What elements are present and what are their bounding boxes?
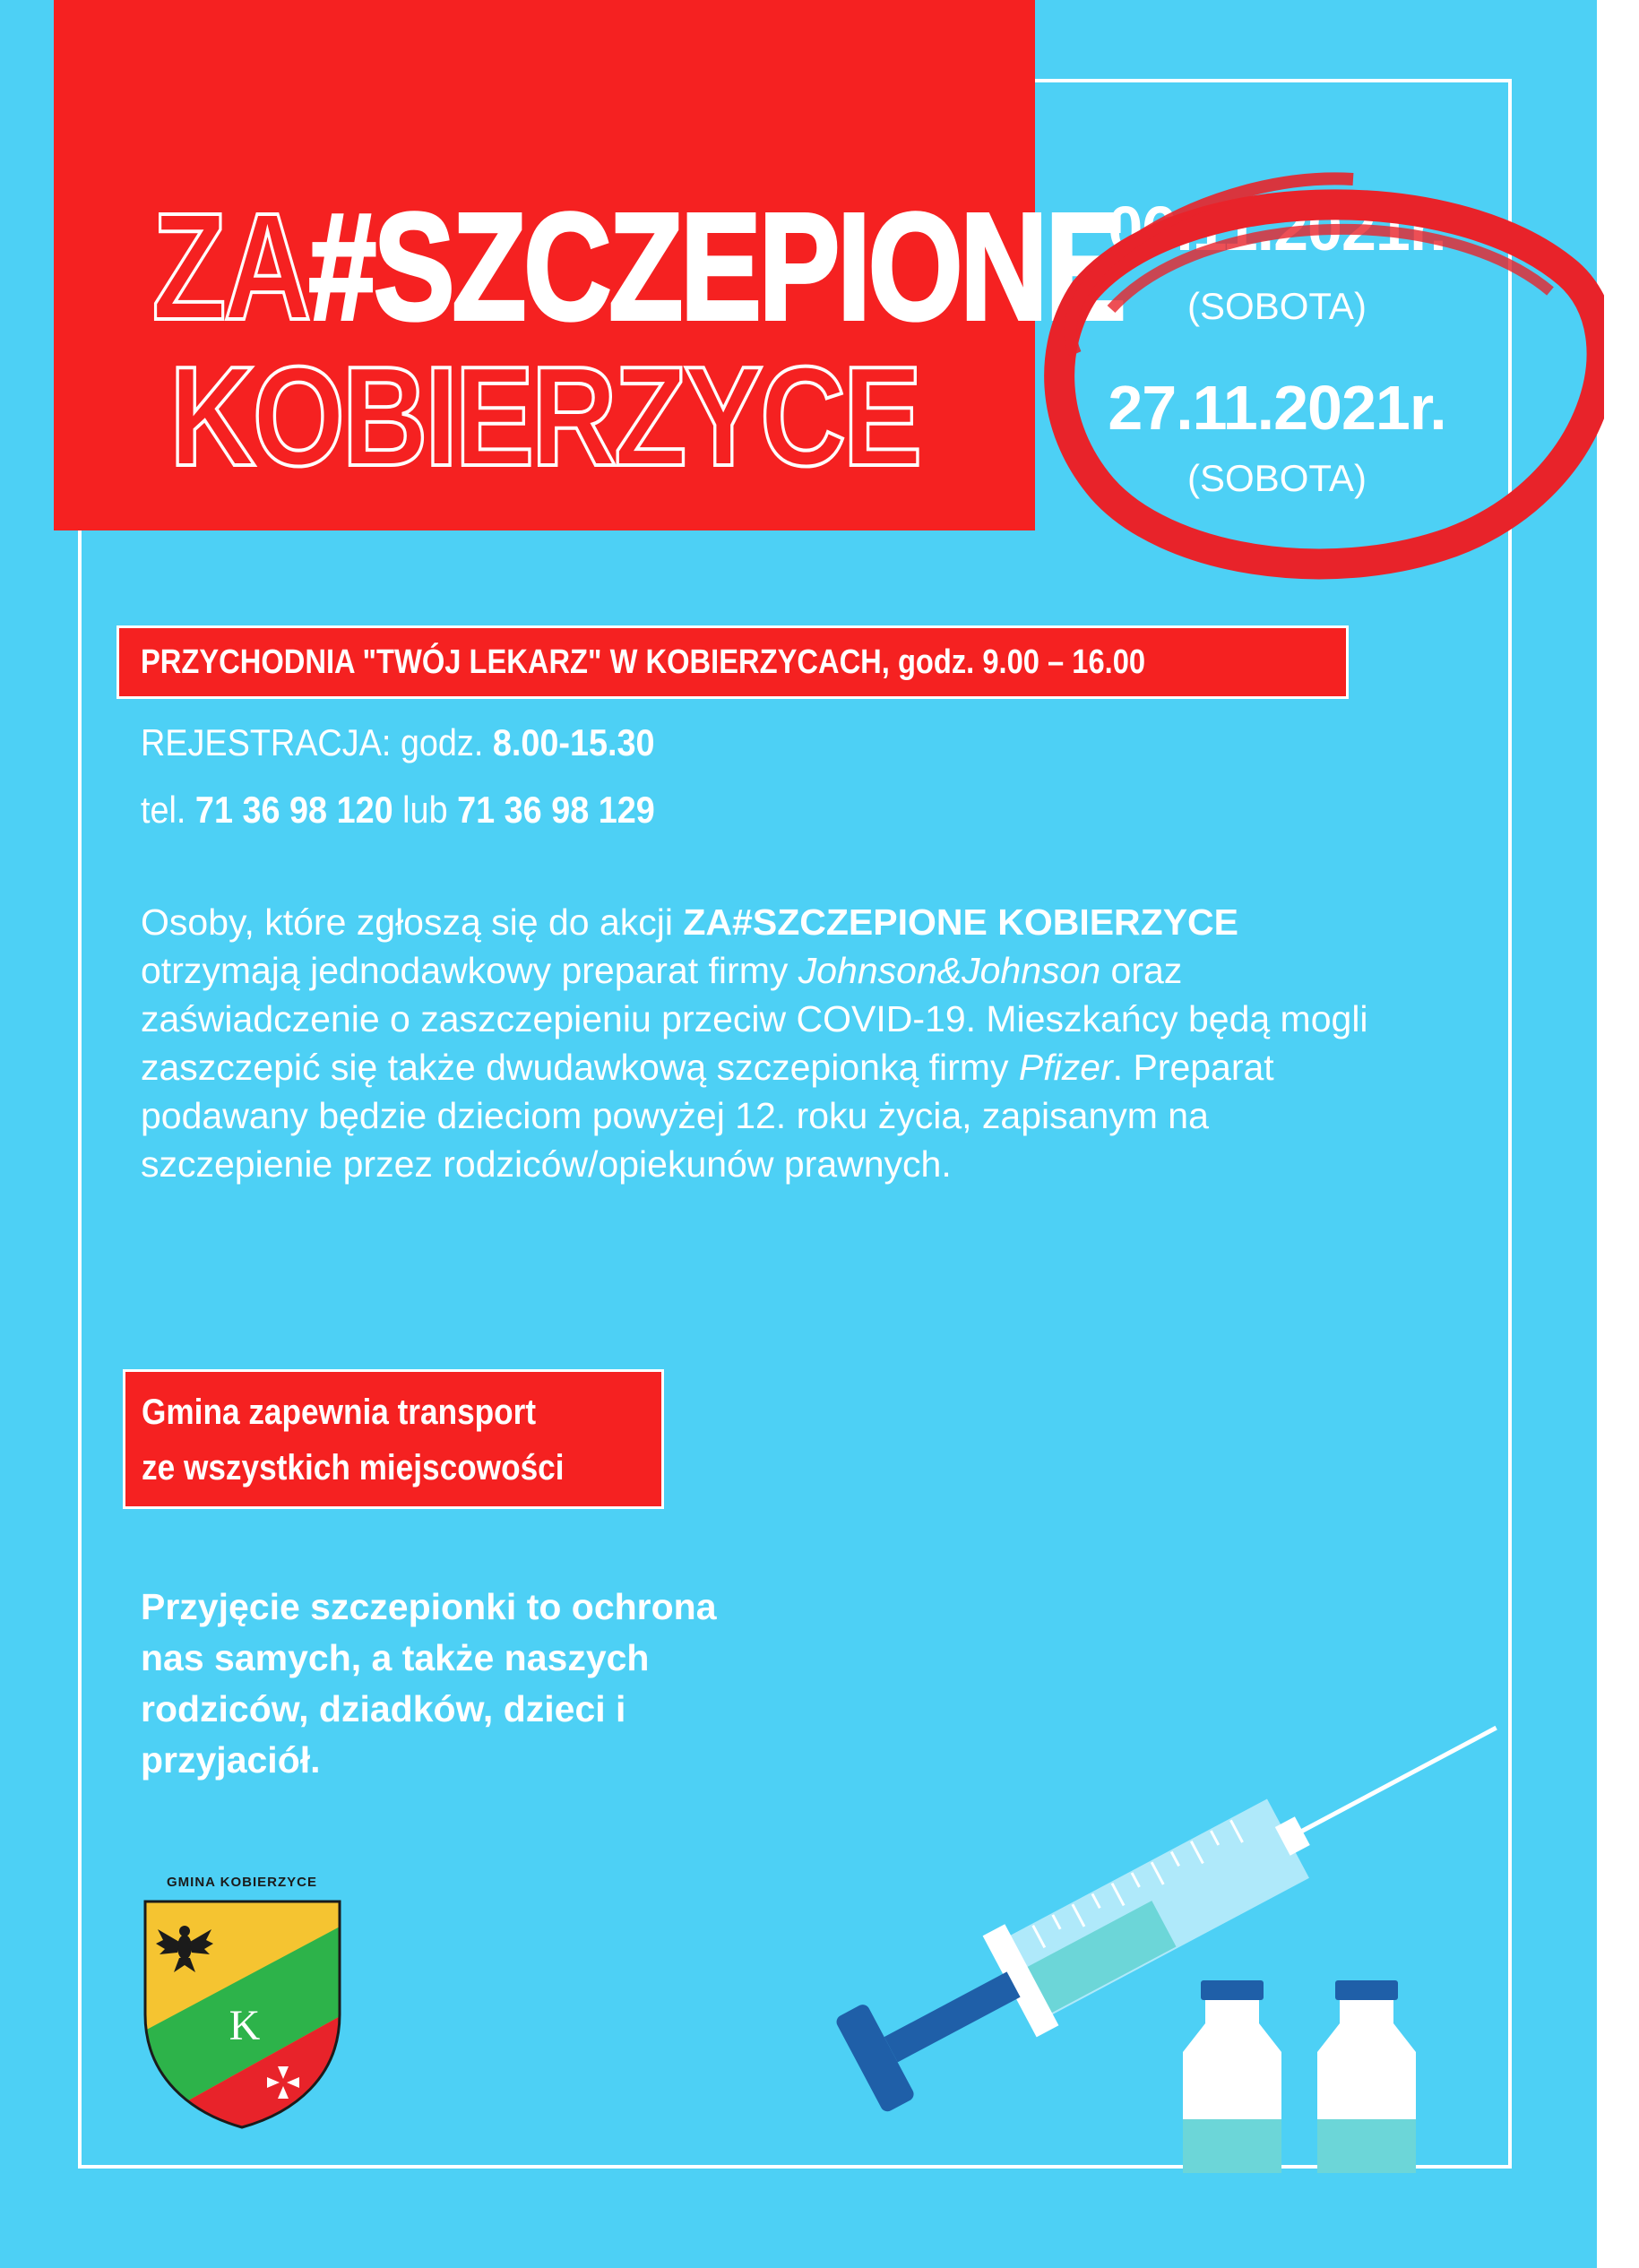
- title-hashtag: #SZCZEPIONE: [308, 182, 1124, 352]
- body-text-start: Osoby, które zgłoszą się do akcji: [141, 901, 684, 943]
- transport-line-1: Gmina zapewnia transport: [142, 1393, 537, 1432]
- body-text-p2: . Preparat podawany będzie dzieciom powyżej 12. roku życia, zapisanym na szczepienie przez rodziców/opiekunów prawnych.: [141, 1047, 1274, 1185]
- registration-label: REJESTRACJA: godz.: [141, 721, 493, 763]
- registration-hours: 8.00-15.30: [492, 721, 655, 763]
- transport-line-2: ze wszystkich miejscowości: [142, 1448, 565, 1488]
- coat-of-arms-icon: [142, 1898, 343, 2131]
- transport-banner: [123, 1369, 664, 1509]
- brand-pfizer: Pfizer: [1018, 1047, 1113, 1088]
- date-1-day: (SOBOTA): [1187, 285, 1367, 327]
- vials: [1174, 1971, 1470, 2177]
- closing-text: Przyjęcie szczepionki to ochrona nas samych, a także naszych rodziców, dziadków, dzieci i przyjaciół.: [141, 1586, 717, 1781]
- logo-letter: K: [229, 2002, 261, 2049]
- title-box: [54, 0, 1124, 530]
- red-circle-mark-icon: [1031, 166, 1604, 614]
- date-2: 27.11.2021r.: [1108, 373, 1446, 443]
- body-text-mid: otrzymają jednodawkowy preparat firmy: [141, 950, 798, 991]
- vial-icon: [1183, 1980, 1281, 2173]
- phone-label: tel.: [141, 789, 195, 831]
- date-2-day: (SOBOTA): [1187, 457, 1367, 499]
- date-1: 06.11.2021r.: [1108, 194, 1446, 263]
- title-line-2: KOBIERZYCE: [169, 338, 919, 496]
- title-prefix: ZA: [151, 182, 309, 352]
- title-line-1: [151, 179, 1124, 355]
- body-paragraph: [141, 898, 1395, 1188]
- logo-label: GMINA KOBIERZYCE: [167, 1875, 317, 1890]
- clinic-banner: [116, 625, 1349, 699]
- registration-line: [141, 721, 655, 764]
- phone-number-1: 71 36 98 120: [194, 789, 393, 831]
- phone-or: lub: [392, 789, 458, 831]
- clinic-banner-text: PRZYCHODNIA "TWÓJ LEKARZ" W KOBIERZYCACH, godz. 9.00 – 16.00: [141, 643, 1146, 681]
- vial-icon: [1317, 1980, 1416, 2173]
- campaign-name: ZA#SZCZEPIONE KOBIERZYCE: [683, 901, 1239, 943]
- body-text-end: oraz zaświadczenie o zaszczepieniu przeciw COVID-19. Mieszkańcy będą mogli zaszczepić się także dwudawkową szczepionką firmy: [141, 950, 1368, 1088]
- phone-number-2: 71 36 98 129: [457, 789, 655, 831]
- brand-johnson: Johnson&Johnson: [798, 950, 1101, 991]
- phone-line: [141, 789, 655, 832]
